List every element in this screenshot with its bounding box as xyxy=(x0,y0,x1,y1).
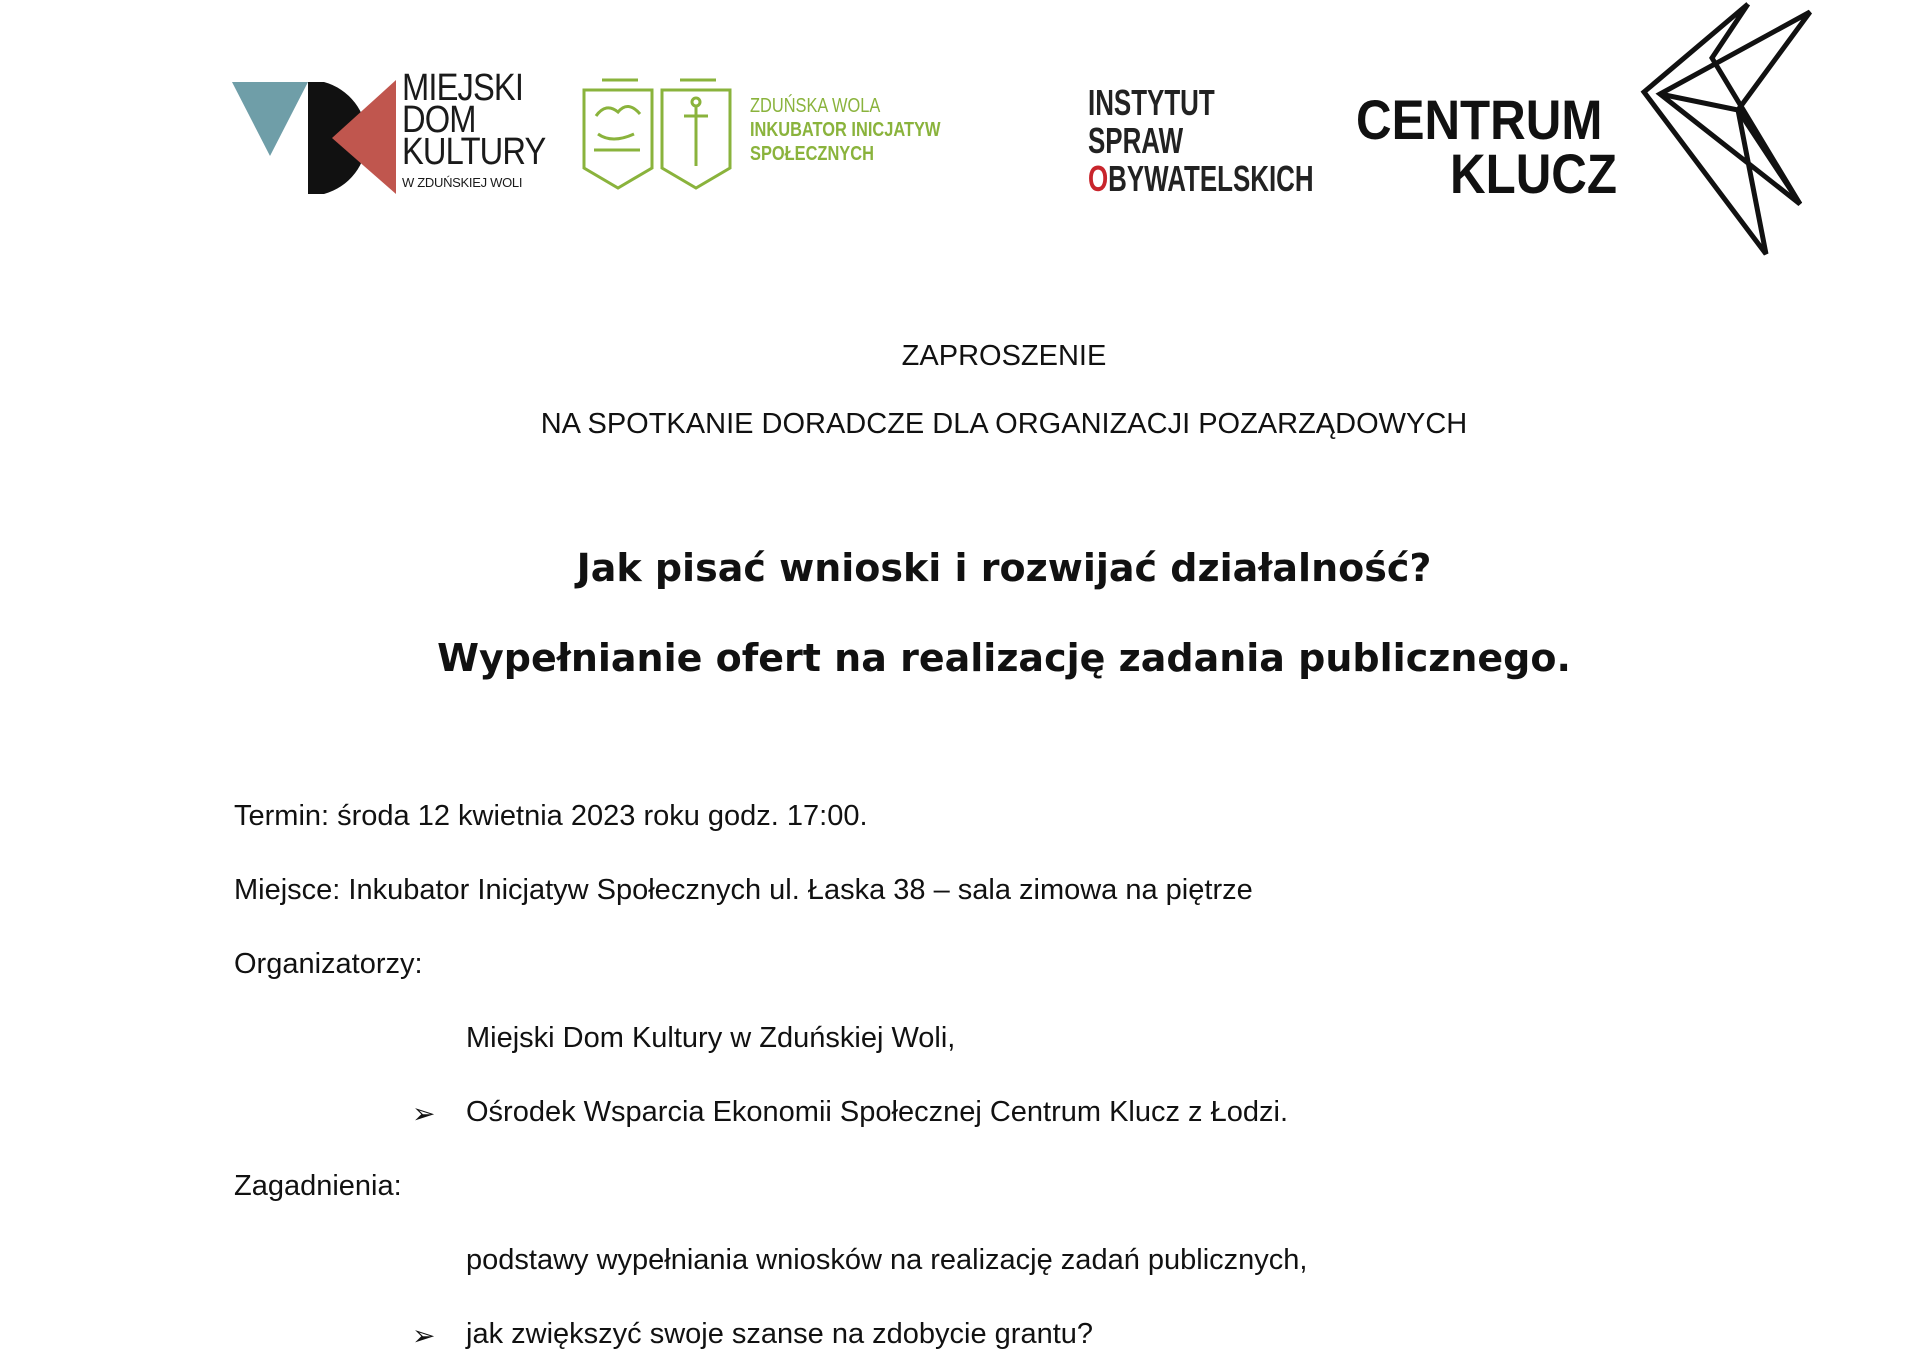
iso-line-1: INSTYTUT xyxy=(1088,82,1215,123)
inkubator-shields-icon xyxy=(580,76,740,194)
inkubator-line-2: INKUBATOR INICJATYW xyxy=(750,119,941,141)
mdk-emblem-icon xyxy=(232,76,402,196)
arrow-bullet-icon: ➢ xyxy=(412,1320,436,1351)
organizer-item: Miejski Dom Kultury w Zduńskiej Woli, xyxy=(466,1022,956,1054)
headline-subtitle: Wypełnianie ofert na realizację zadania publicznego. xyxy=(437,636,1571,680)
iso-line-3 xyxy=(1088,158,1314,199)
mdk-logo-subtext: W ZDUŃSKIEJ WOLI xyxy=(402,175,523,190)
klucz-line-2: KLUCZ xyxy=(1450,142,1617,205)
inkubator-line-1: ZDUŃSKA WOLA xyxy=(750,95,881,117)
topics-label: Zagadnienia: xyxy=(234,1170,402,1202)
organizer-item: Ośrodek Wsparcia Ekonomii Społecznej Centrum Klucz z Łodzi. xyxy=(466,1096,1288,1128)
mdk-logo-text xyxy=(402,67,546,173)
mdk-line-2: DOM xyxy=(402,99,476,141)
logo-centrum-klucz xyxy=(1356,0,1816,260)
topic-item: podstawy wypełniania wniosków na realizację zadań publicznych, xyxy=(466,1244,1308,1276)
klucz-star-icon xyxy=(1638,0,1814,258)
topic-item: jak zwiększyć swoje szanse na zdobycie grantu? xyxy=(466,1318,1094,1350)
iso-red-letter: O xyxy=(1088,158,1109,199)
logo-instytut-spraw-obywatelskich xyxy=(1088,84,1348,214)
invitation-heading: ZAPROSZENIE xyxy=(901,340,1107,372)
invitation-subtitle: NA SPOTKANIE DORADCZE DLA ORGANIZACJI POZARZĄDOWYCH xyxy=(540,408,1468,440)
headline-title: Jak pisać wnioski i rozwijać działalność? xyxy=(576,546,1432,590)
inkubator-line-3: SPOŁECZNYCH xyxy=(750,143,874,165)
organizers-label: Organizatorzy: xyxy=(234,948,423,980)
mdk-line-3: KULTURY xyxy=(402,131,546,173)
iso-line-2: SPRAW xyxy=(1088,120,1184,161)
event-date-line: Termin: środa 12 kwietnia 2023 roku godz. 17:00. xyxy=(234,800,868,832)
mdk-line-1: MIEJSKI xyxy=(402,67,524,109)
inkubator-logo-text xyxy=(750,94,940,166)
logo-inkubator-inicjatyw xyxy=(580,76,960,194)
iso-line-3-rest: BYWATELSKICH xyxy=(1108,158,1314,199)
mdk-teal-triangle xyxy=(232,82,308,156)
klucz-line-1: CENTRUM xyxy=(1356,88,1603,151)
event-place-line: Miejsce: Inkubator Inicjatyw Społecznych ul. Łaska 38 – sala zimowa na piętrze xyxy=(234,874,1253,906)
logo-miejski-dom-kultury xyxy=(232,67,552,196)
arrow-bullet-icon: ➢ xyxy=(412,1098,436,1129)
